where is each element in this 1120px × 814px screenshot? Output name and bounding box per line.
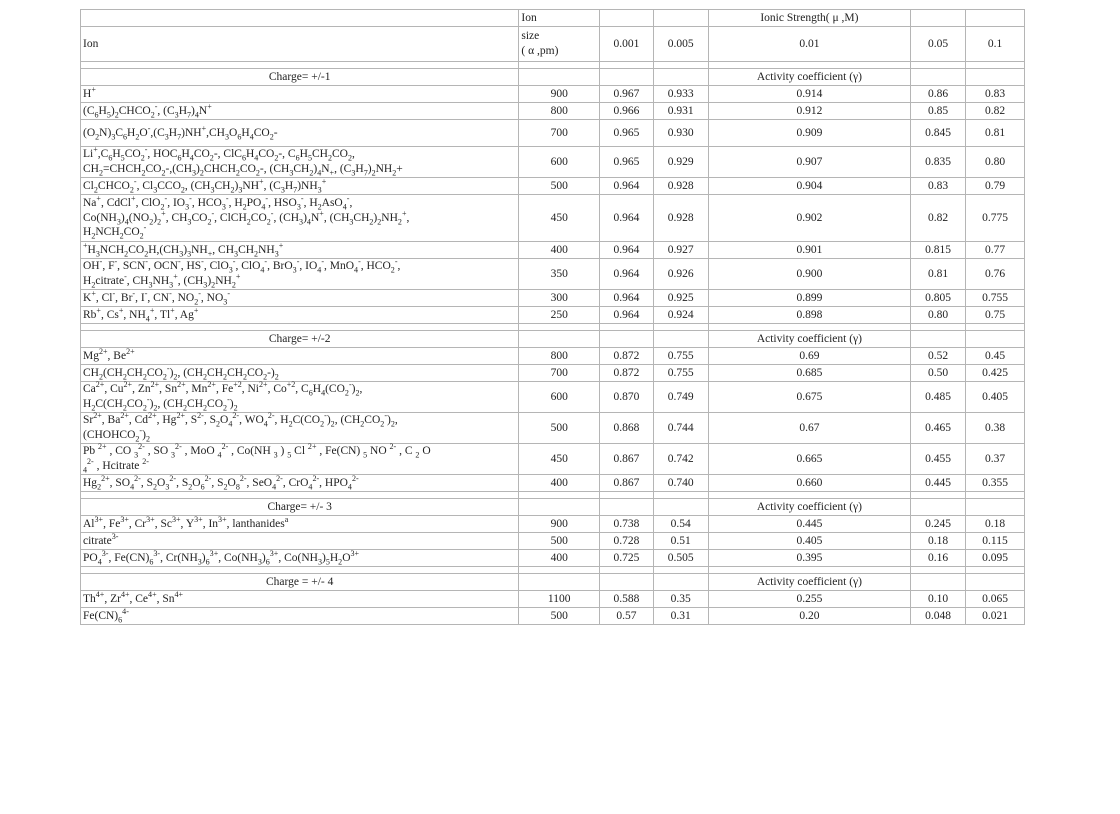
activity-coefficient-value: 0.10 bbox=[911, 591, 966, 608]
ion-formula: $CH_2(CH_2CH_2CO_2^-)_2$, $(CH_2CH_2CH_2CO_2-)_2$ bbox=[81, 365, 519, 382]
activity-coefficient-value: 0.79 bbox=[966, 178, 1025, 195]
spacer-cell bbox=[708, 62, 911, 69]
table-row bbox=[81, 591, 1025, 608]
spacer-cell bbox=[653, 62, 708, 69]
blank-cell bbox=[519, 574, 600, 591]
activity-coefficient-value: 0.57 bbox=[600, 608, 654, 625]
header-blank bbox=[81, 10, 519, 27]
table-row bbox=[81, 242, 1025, 259]
activity-coefficient-value: 0.924 bbox=[653, 307, 708, 324]
charge-group-header bbox=[81, 69, 1025, 86]
activity-coefficient-value: 0.76 bbox=[966, 259, 1025, 290]
activity-coefficient-value: 0.83 bbox=[966, 86, 1025, 103]
spacer-cell bbox=[966, 324, 1025, 331]
activity-coefficient-value: 0.86 bbox=[911, 86, 966, 103]
activity-coefficient-value: 0.81 bbox=[911, 259, 966, 290]
activity-coefficient-label: Activity coefficient (γ) bbox=[708, 574, 911, 591]
blank-cell bbox=[519, 69, 600, 86]
ion-size-value: 800 bbox=[519, 348, 600, 365]
activity-coefficient-value: 0.930 bbox=[653, 120, 708, 147]
ion-size-value: 700 bbox=[519, 365, 600, 382]
activity-coefficient-value: 0.685 bbox=[708, 365, 911, 382]
activity-coefficient-value: 0.964 bbox=[600, 195, 654, 242]
blank-cell bbox=[911, 331, 966, 348]
activity-coefficient-value: 0.18 bbox=[966, 516, 1025, 533]
activity-coefficient-value: 0.445 bbox=[708, 516, 911, 533]
table-row bbox=[81, 348, 1025, 365]
activity-coefficient-value: 0.904 bbox=[708, 178, 911, 195]
activity-coefficient-value: 0.18 bbox=[911, 533, 966, 550]
spacer-row bbox=[81, 324, 1025, 331]
ion-size-value: 800 bbox=[519, 103, 600, 120]
spacer-cell bbox=[600, 324, 654, 331]
ion-formula: H+ bbox=[81, 86, 519, 103]
spacer-cell bbox=[519, 567, 600, 574]
activity-coefficient-value: 0.868 bbox=[600, 413, 654, 444]
ion-formula: $Li^+,C_6H_5CO_2^-$, $HOC_6H_4CO_2-$, $ClC_6H_4CO_2-$, $C_6H_5CH_2CO_2$, $CH_2=CHCH_2CO_2-,(CH_3)_2CHCH_2CO_2-$, $(CH_3CH_2)_4N_+$, $(C_3H_7)_2NH_2+$ bbox=[81, 147, 519, 178]
activity-coefficient-value: 0.867 bbox=[600, 475, 654, 492]
activity-coefficient-value: 0.048 bbox=[911, 608, 966, 625]
table-row bbox=[81, 307, 1025, 324]
activity-coefficient-value: 0.964 bbox=[600, 259, 654, 290]
activity-coefficient-value: 0.964 bbox=[600, 178, 654, 195]
activity-coefficient-value: 0.77 bbox=[966, 242, 1025, 259]
activity-coefficient-value: 0.928 bbox=[653, 195, 708, 242]
spacer-cell bbox=[519, 324, 600, 331]
activity-coefficient-value: 0.665 bbox=[708, 444, 911, 475]
ion-size-value: 450 bbox=[519, 444, 600, 475]
spacer-row bbox=[81, 567, 1025, 574]
spacer-cell bbox=[600, 62, 654, 69]
spacer-cell bbox=[966, 567, 1025, 574]
activity-coefficient-label: Activity coefficient (γ) bbox=[708, 331, 911, 348]
activity-coefficient-value: 0.255 bbox=[708, 591, 911, 608]
activity-coefficient-value: 0.964 bbox=[600, 242, 654, 259]
activity-coefficient-label: Activity coefficient (γ) bbox=[708, 69, 911, 86]
header-blank bbox=[600, 10, 654, 27]
ion-formula: $Sr^{2+}$, $Ba^{2+}$, $Cd^{2+}$, $Hg^{2+}$, $S^{2-}$, $S_2O_4^{2-}$, $WO_4^{2-}$, $H_2C(CO_2^-)_2$, $(CH_2CO_2^-)_2$, $(CHOHCO_2^-)_2$ bbox=[81, 413, 519, 444]
activity-coefficient-value: 0.740 bbox=[653, 475, 708, 492]
ion-column-header: Ion bbox=[81, 27, 519, 62]
spacer-cell bbox=[911, 492, 966, 499]
blank-cell bbox=[600, 574, 654, 591]
table-row bbox=[81, 382, 1025, 413]
ion-formula: $PO_4^{3-}$, $Fe(CN)_6^{3-}$, $Cr(NH_3)_6^{3+}$, $Co(NH_3)_6^{3+}$, $Co(NH_3)_5H_2O^{3+}$ bbox=[81, 550, 519, 567]
charge-label: Charge= +/-1 bbox=[81, 69, 519, 86]
ion-size-value: 1100 bbox=[519, 591, 600, 608]
activity-coefficient-value: 0.588 bbox=[600, 591, 654, 608]
ionic-strength-value: 0.1 bbox=[966, 27, 1025, 62]
activity-coefficient-value: 0.925 bbox=[653, 290, 708, 307]
ion-formula: $(C_6H_5)_2CHCO_2^-$, $(C_3H_7)_4N^+$ bbox=[81, 103, 519, 120]
activity-coefficient-value: 0.52 bbox=[911, 348, 966, 365]
table-row bbox=[81, 195, 1025, 242]
activity-coefficient-value: 0.35 bbox=[653, 591, 708, 608]
charge-group-header bbox=[81, 499, 1025, 516]
blank-cell bbox=[911, 69, 966, 86]
header-blank bbox=[653, 10, 708, 27]
activity-coefficient-value: 0.75 bbox=[966, 307, 1025, 324]
activity-coefficient-value: 0.872 bbox=[600, 365, 654, 382]
blank-cell bbox=[966, 69, 1025, 86]
ion-size-value: 700 bbox=[519, 120, 600, 147]
blank-cell bbox=[966, 574, 1025, 591]
spacer-cell bbox=[966, 62, 1025, 69]
activity-coefficient-value: 0.929 bbox=[653, 147, 708, 178]
ion-size-header: Ion bbox=[519, 10, 600, 27]
activity-coefficient-value: 0.51 bbox=[653, 533, 708, 550]
blank-cell bbox=[966, 331, 1025, 348]
ion-size-value: 450 bbox=[519, 195, 600, 242]
ion-size-value: 900 bbox=[519, 516, 600, 533]
activity-coefficient-value: 0.867 bbox=[600, 444, 654, 475]
spacer-row bbox=[81, 492, 1025, 499]
spacer-cell bbox=[708, 324, 911, 331]
ion-size-value: 500 bbox=[519, 533, 600, 550]
blank-cell bbox=[653, 574, 708, 591]
activity-coefficient-value: 0.405 bbox=[708, 533, 911, 550]
table-row bbox=[81, 120, 1025, 147]
activity-coefficient-value: 0.902 bbox=[708, 195, 911, 242]
activity-coefficient-value: 0.445 bbox=[911, 475, 966, 492]
table-row bbox=[81, 290, 1025, 307]
ion-size-units-header: size ( α ,pm) bbox=[519, 27, 600, 62]
ion-formula: Pb $^{2+}$ , CO $_3^{2-}$ , SO $_3^{2-}$ , MoO $_4^{2-}$ , Co(NH $_3$ ) $_5$ Cl $^{2+}$ , Fe(CN) $_5$ NO $^{2-}$ , C $_2$ O $_4^{2-}$ , Hcitrate $^{2-}$ bbox=[81, 444, 519, 475]
ion-size-value: 600 bbox=[519, 382, 600, 413]
header-blank bbox=[966, 10, 1025, 27]
ion-formula: $Hg_2^{2+}$, $SO_4^{2-}$, $S_2O_3^{2-}$, $S_2O_6^{2-}$, $S_2O_8^{2-}$, SeO$_4^{2-}$, CrO$_4^{2-}$, $HPO_4^{2-}$ bbox=[81, 475, 519, 492]
spacer-row bbox=[81, 62, 1025, 69]
ion-formula: K+, Cl-, Br-, I-, CN-, $NO_2^-$, $NO_3^-$ bbox=[81, 290, 519, 307]
table-row bbox=[81, 516, 1025, 533]
ion-formula: $^+H_3NCH_2CO_2H,(CH_3)_3NH_+$, $CH_3CH_2NH_3^+$ bbox=[81, 242, 519, 259]
activity-coefficient-value: 0.81 bbox=[966, 120, 1025, 147]
activity-coefficient-value: 0.967 bbox=[600, 86, 654, 103]
table-row bbox=[81, 178, 1025, 195]
activity-coefficient-value: 0.465 bbox=[911, 413, 966, 444]
activity-coefficient-value: 0.82 bbox=[911, 195, 966, 242]
activity-coefficient-value: 0.898 bbox=[708, 307, 911, 324]
activity-coefficient-value: 0.928 bbox=[653, 178, 708, 195]
blank-cell bbox=[911, 574, 966, 591]
activity-coefficient-value: 0.964 bbox=[600, 290, 654, 307]
blank-cell bbox=[600, 331, 654, 348]
ion-size-value: 400 bbox=[519, 475, 600, 492]
activity-coefficient-value: 0.914 bbox=[708, 86, 911, 103]
blank-cell bbox=[519, 499, 600, 516]
activity-coefficient-value: 0.755 bbox=[653, 348, 708, 365]
ion-size-value: 400 bbox=[519, 242, 600, 259]
header-row-top bbox=[81, 10, 1025, 27]
activity-coefficient-value: 0.20 bbox=[708, 608, 911, 625]
ion-formula: OH-, F-, SCN-, OCN-, HS-, ClO$_3$-, ClO$_4$-, BrO$_3$-, $IO_4^-$, MnO$_4$-, $HCO_2^-$, $H_2citrate^-$, $CH_3NH_3^+$, $(CH_3)_2NH_2^+$ bbox=[81, 259, 519, 290]
activity-coefficient-value: 0.899 bbox=[708, 290, 911, 307]
table-row bbox=[81, 475, 1025, 492]
ionic-strength-value: 0.001 bbox=[600, 27, 654, 62]
activity-coefficient-value: 0.755 bbox=[966, 290, 1025, 307]
activity-coefficient-value: 0.83 bbox=[911, 178, 966, 195]
activity-coefficient-value: 0.755 bbox=[653, 365, 708, 382]
spacer-cell bbox=[81, 324, 519, 331]
activity-coefficient-value: 0.749 bbox=[653, 382, 708, 413]
spacer-cell bbox=[911, 62, 966, 69]
blank-cell bbox=[600, 499, 654, 516]
ionic-strength-value: 0.005 bbox=[653, 27, 708, 62]
header-blank bbox=[911, 10, 966, 27]
table-row bbox=[81, 533, 1025, 550]
header-row-values bbox=[81, 27, 1025, 62]
blank-cell bbox=[966, 499, 1025, 516]
blank-cell bbox=[653, 69, 708, 86]
activity-coefficient-value: 0.725 bbox=[600, 550, 654, 567]
charge-label: Charge= +/- 3 bbox=[81, 499, 519, 516]
ion-formula: $(O_2N)_3C_6H_2O^-,(C_3H_7)NH^+,CH_3O_6H_4CO_2-$ bbox=[81, 120, 519, 147]
spacer-cell bbox=[911, 567, 966, 574]
activity-coefficient-value: 0.675 bbox=[708, 382, 911, 413]
activity-coefficient-value: 0.021 bbox=[966, 608, 1025, 625]
ion-formula: $Al^{3+}$, $Fe^{3+}$, $Cr^{3+}$, $Sc^{3+}$, $Y^{3+}$, $In^{3+}$, lanthanides$^a$ bbox=[81, 516, 519, 533]
activity-coefficient-table bbox=[80, 9, 1025, 625]
table-row bbox=[81, 103, 1025, 120]
spacer-cell bbox=[653, 324, 708, 331]
activity-coefficient-value: 0.744 bbox=[653, 413, 708, 444]
spacer-cell bbox=[708, 567, 911, 574]
activity-coefficient-value: 0.50 bbox=[911, 365, 966, 382]
activity-coefficient-value: 0.926 bbox=[653, 259, 708, 290]
table-row bbox=[81, 259, 1025, 290]
spacer-cell bbox=[81, 567, 519, 574]
table-row bbox=[81, 365, 1025, 382]
activity-coefficient-value: 0.742 bbox=[653, 444, 708, 475]
activity-coefficient-value: 0.933 bbox=[653, 86, 708, 103]
activity-coefficient-value: 0.67 bbox=[708, 413, 911, 444]
table-row bbox=[81, 413, 1025, 444]
ion-size-value: 500 bbox=[519, 413, 600, 444]
table-body bbox=[81, 10, 1025, 625]
ion-formula: $Fe(CN)_6^{4-}$ bbox=[81, 608, 519, 625]
activity-coefficient-value: 0.815 bbox=[911, 242, 966, 259]
ion-size-value: 500 bbox=[519, 178, 600, 195]
spacer-cell bbox=[81, 62, 519, 69]
ion-size-value: 900 bbox=[519, 86, 600, 103]
blank-cell bbox=[600, 69, 654, 86]
activity-coefficient-value: 0.54 bbox=[653, 516, 708, 533]
activity-coefficient-value: 0.845 bbox=[911, 120, 966, 147]
activity-coefficient-value: 0.738 bbox=[600, 516, 654, 533]
charge-label: Charge = +/- 4 bbox=[81, 574, 519, 591]
ion-size-value: 250 bbox=[519, 307, 600, 324]
ion-size-value: 600 bbox=[519, 147, 600, 178]
activity-coefficient-value: 0.425 bbox=[966, 365, 1025, 382]
ion-formula: citrate$^{3-}$ bbox=[81, 533, 519, 550]
charge-group-header bbox=[81, 574, 1025, 591]
ion-size-value: 300 bbox=[519, 290, 600, 307]
ion-size-value: 400 bbox=[519, 550, 600, 567]
spacer-cell bbox=[911, 324, 966, 331]
activity-coefficient-value: 0.965 bbox=[600, 120, 654, 147]
ion-size-value: 350 bbox=[519, 259, 600, 290]
activity-coefficient-value: 0.912 bbox=[708, 103, 911, 120]
spacer-cell bbox=[519, 62, 600, 69]
spacer-cell bbox=[81, 492, 519, 499]
activity-coefficient-value: 0.901 bbox=[708, 242, 911, 259]
activity-coefficient-value: 0.095 bbox=[966, 550, 1025, 567]
blank-cell bbox=[911, 499, 966, 516]
activity-coefficient-value: 0.31 bbox=[653, 608, 708, 625]
activity-coefficient-value: 0.45 bbox=[966, 348, 1025, 365]
activity-coefficient-value: 0.245 bbox=[911, 516, 966, 533]
ionic-strength-value: 0.01 bbox=[708, 27, 911, 62]
table-row bbox=[81, 444, 1025, 475]
ionic-strength-header: Ionic Strength( μ ,M) bbox=[708, 10, 911, 27]
charge-group-header bbox=[81, 331, 1025, 348]
activity-coefficient-value: 0.907 bbox=[708, 147, 911, 178]
activity-coefficient-value: 0.455 bbox=[911, 444, 966, 475]
activity-coefficient-value: 0.065 bbox=[966, 591, 1025, 608]
spacer-cell bbox=[519, 492, 600, 499]
activity-coefficient-value: 0.485 bbox=[911, 382, 966, 413]
spacer-cell bbox=[600, 567, 654, 574]
activity-coefficient-value: 0.931 bbox=[653, 103, 708, 120]
activity-coefficient-value: 0.85 bbox=[911, 103, 966, 120]
activity-coefficient-value: 0.872 bbox=[600, 348, 654, 365]
ion-formula: $Ca^{2+}$, $Cu^{2+}$, $Zn^{2+}$, $Sn^{2+}$, $Mn^{2+}$, $Fe^{+2}$, $Ni^{2+}$, $Co^{+2}$, $C_6H_4(CO_2^-)_2$, $H_2C(CH_2CO_2^-)_2$, $(CH_2CH_2CO_2^-)_2$ bbox=[81, 382, 519, 413]
activity-coefficient-value: 0.660 bbox=[708, 475, 911, 492]
table-row bbox=[81, 608, 1025, 625]
ion-size-value: 500 bbox=[519, 608, 600, 625]
ion-formula: $Mg^{2+}$, $Be^{2+}$ bbox=[81, 348, 519, 365]
activity-coefficient-value: 0.355 bbox=[966, 475, 1025, 492]
activity-coefficient-value: 0.805 bbox=[911, 290, 966, 307]
activity-coefficient-value: 0.909 bbox=[708, 120, 911, 147]
spacer-cell bbox=[708, 492, 911, 499]
ion-formula: $Th^{4+}$, $Zr^{4+}$, $Ce^{4+}$, $Sn^{4+}$ bbox=[81, 591, 519, 608]
charge-label: Charge= +/-2 bbox=[81, 331, 519, 348]
blank-cell bbox=[519, 331, 600, 348]
activity-coefficient-value: 0.405 bbox=[966, 382, 1025, 413]
ion-formula: Na+, CdCl+, ClO$_2$-, $IO_3^-$, $HCO_3^-$, $H_2PO_4^-$, $HSO_3^-$, $H_2AsO_4^-$, $Co(NH_3)_4(NO_2)_2^+$, $CH_3CO_2^-$, $ClCH_2CO_2^-$, $(CH_3)_4N^+$, $(CH_3CH_2)_2NH_2^+$, $H_2NCH_2CO_2^-$ bbox=[81, 195, 519, 242]
ion-formula: Rb+, Cs+, $NH_4^+$, Tl+, Ag+ bbox=[81, 307, 519, 324]
activity-coefficient-value: 0.16 bbox=[911, 550, 966, 567]
activity-coefficient-value: 0.964 bbox=[600, 307, 654, 324]
activity-coefficient-label: Activity coefficient (γ) bbox=[708, 499, 911, 516]
activity-coefficient-value: 0.80 bbox=[966, 147, 1025, 178]
spacer-cell bbox=[966, 492, 1025, 499]
activity-coefficient-value: 0.775 bbox=[966, 195, 1025, 242]
activity-coefficient-value: 0.37 bbox=[966, 444, 1025, 475]
spacer-cell bbox=[600, 492, 654, 499]
activity-coefficient-value: 0.965 bbox=[600, 147, 654, 178]
activity-coefficient-value: 0.69 bbox=[708, 348, 911, 365]
activity-coefficient-value: 0.835 bbox=[911, 147, 966, 178]
ionic-strength-value: 0.05 bbox=[911, 27, 966, 62]
spacer-cell bbox=[653, 567, 708, 574]
activity-coefficient-value: 0.927 bbox=[653, 242, 708, 259]
activity-coefficient-value: 0.395 bbox=[708, 550, 911, 567]
activity-coefficient-value: 0.870 bbox=[600, 382, 654, 413]
table-row bbox=[81, 86, 1025, 103]
table-row bbox=[81, 147, 1025, 178]
activity-coefficient-value: 0.82 bbox=[966, 103, 1025, 120]
spacer-cell bbox=[653, 492, 708, 499]
activity-coefficient-value: 0.728 bbox=[600, 533, 654, 550]
blank-cell bbox=[653, 331, 708, 348]
activity-coefficient-value: 0.966 bbox=[600, 103, 654, 120]
activity-coefficient-value: 0.80 bbox=[911, 307, 966, 324]
activity-coefficient-value: 0.505 bbox=[653, 550, 708, 567]
table-row bbox=[81, 550, 1025, 567]
activity-coefficient-value: 0.115 bbox=[966, 533, 1025, 550]
ion-formula: $Cl_2CHCO_2^-$, $Cl_3CCO_2$, $(CH_3CH_2)_3NH^+$, $(C_3H_7)NH_3^+$ bbox=[81, 178, 519, 195]
activity-coefficient-value: 0.900 bbox=[708, 259, 911, 290]
activity-coefficient-value: 0.38 bbox=[966, 413, 1025, 444]
blank-cell bbox=[653, 499, 708, 516]
